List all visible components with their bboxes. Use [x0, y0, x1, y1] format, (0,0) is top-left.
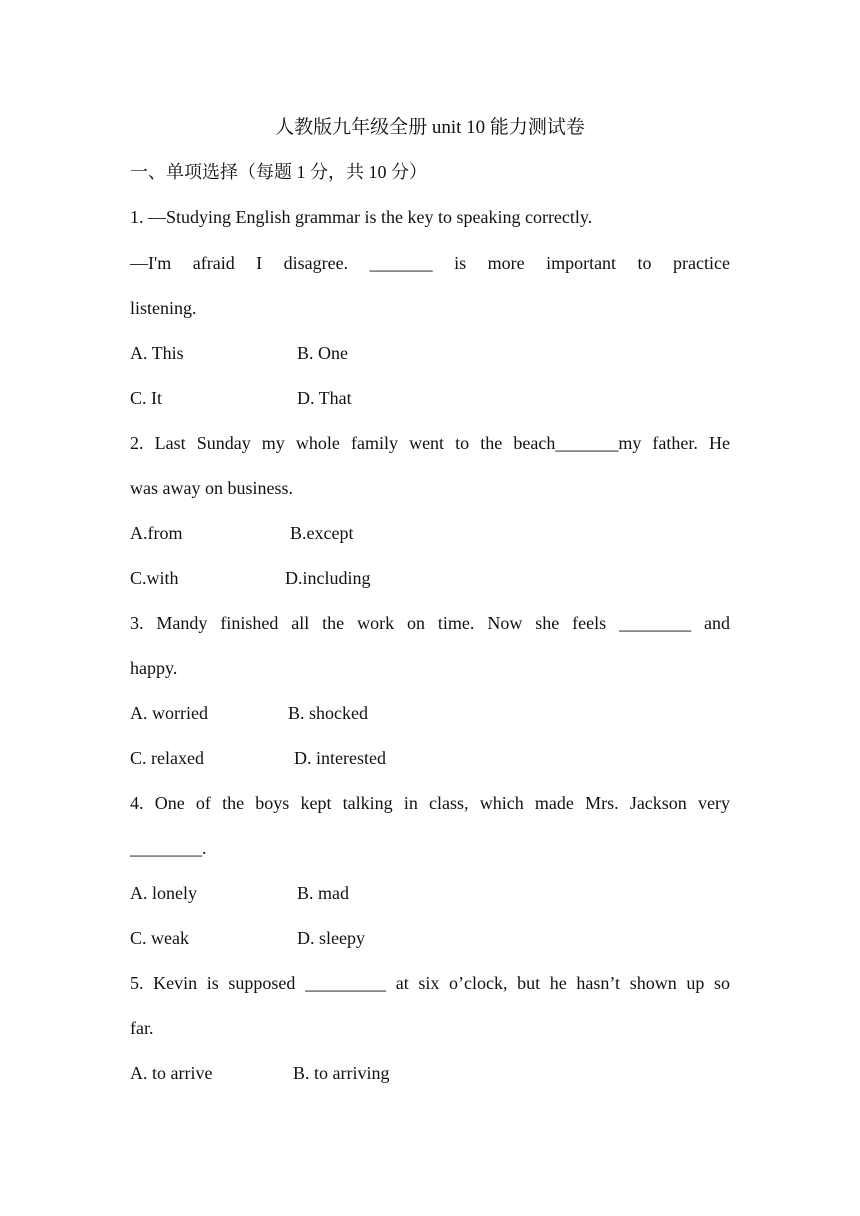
question-2-option-b: B.except [290, 523, 354, 543]
question-5-option-a: A. to arrive [130, 1063, 213, 1083]
question-2-option-a: A.from [130, 523, 183, 543]
question-5-line-1: 5. Kevin is supposed _________ at six o’clock, but he hasn’t shown up so [130, 973, 730, 993]
question-3-option-b: B. shocked [288, 703, 368, 723]
question-4-line-1: 4. One of the boys kept talking in class, which made Mrs. Jackson very [130, 793, 730, 813]
question-3-line-1: 3. Mandy finished all the work on time. Now she feels ________ and [130, 613, 730, 633]
question-5-option-b: B. to arriving [293, 1063, 390, 1083]
question-3-line-2: happy. [130, 658, 178, 678]
section-heading: 一、单项选择（每题 1 分，共 10 分） [130, 162, 427, 182]
question-4-option-b: B. mad [297, 883, 349, 903]
question-1-option-d: D. That [297, 388, 352, 408]
question-1-line-3: listening. [130, 298, 197, 318]
document-title: 人教版九年级全册 unit 10 能力测试卷 [275, 117, 585, 138]
question-2-line-2: was away on business. [130, 478, 293, 498]
question-3-option-a: A. worried [130, 703, 208, 723]
question-1-option-c: C. It [130, 388, 163, 408]
question-1-option-b: B. One [297, 343, 348, 363]
question-4-option-a: A. lonely [130, 883, 197, 903]
question-4-option-c: C. weak [130, 928, 189, 948]
question-4-option-d: D. sleepy [297, 928, 365, 948]
question-1-line-2: —I'm afraid I disagree. _______ is more important to practice [130, 253, 730, 273]
question-5-line-2: far. [130, 1018, 154, 1038]
question-3-option-d: D. interested [294, 748, 386, 768]
question-3-option-c: C. relaxed [130, 748, 204, 768]
question-1-line-1: 1. —Studying English grammar is the key to speaking correctly. [130, 207, 593, 227]
question-4-line-2: ________. [130, 838, 207, 858]
question-1-option-a: A. This [130, 343, 184, 363]
question-2-line-1: 2. Last Sunday my whole family went to the beach_______my father. He [130, 433, 730, 453]
question-2-option-c: C.with [130, 568, 179, 588]
question-2-option-d: D.including [285, 568, 371, 588]
